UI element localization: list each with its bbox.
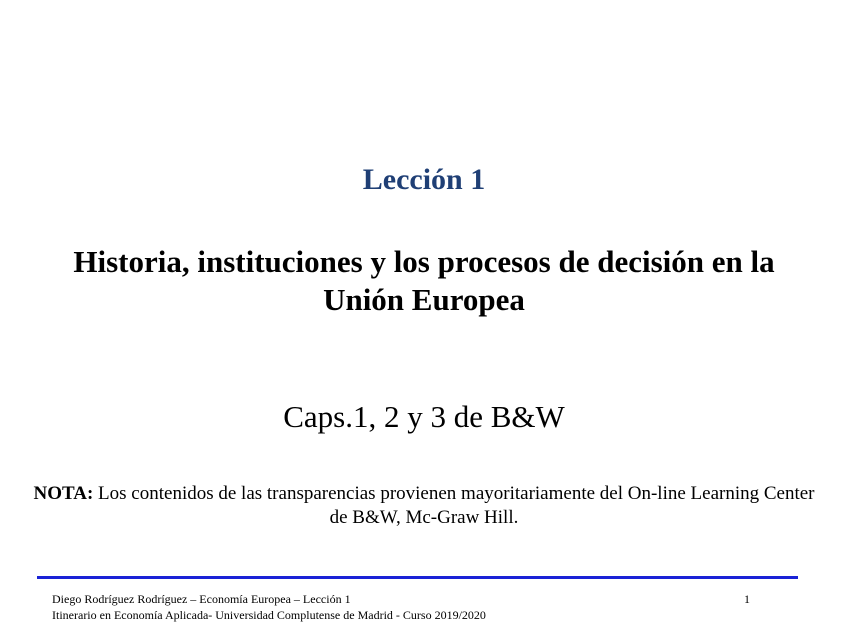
footer-course-line: Itinerario en Economía Aplicada- Universidad Complutense de Madrid - Curso 2019/2020 — [52, 608, 486, 622]
lesson-title: Lección 1 — [362, 163, 486, 196]
page-number: 1 — [744, 592, 750, 606]
footer-author-line: Diego Rodríguez Rodríguez – Economía Europea – Lección 1 — [52, 592, 351, 606]
footer-divider — [37, 576, 798, 579]
note-label: NOTA: — [33, 483, 94, 504]
slide-main-title: Historia, instituciones y los procesos de decisión en la Unión Europea — [73, 244, 775, 317]
note-paragraph — [30, 482, 818, 530]
chapters-reference: Caps.1, 2 y 3 de B&W — [283, 399, 565, 434]
note-text: Los contenidos de las transparencias provienen mayoritariamente del On-line Learning Center de B&W, Mc-Graw Hill. — [93, 483, 815, 528]
footer — [52, 591, 486, 623]
